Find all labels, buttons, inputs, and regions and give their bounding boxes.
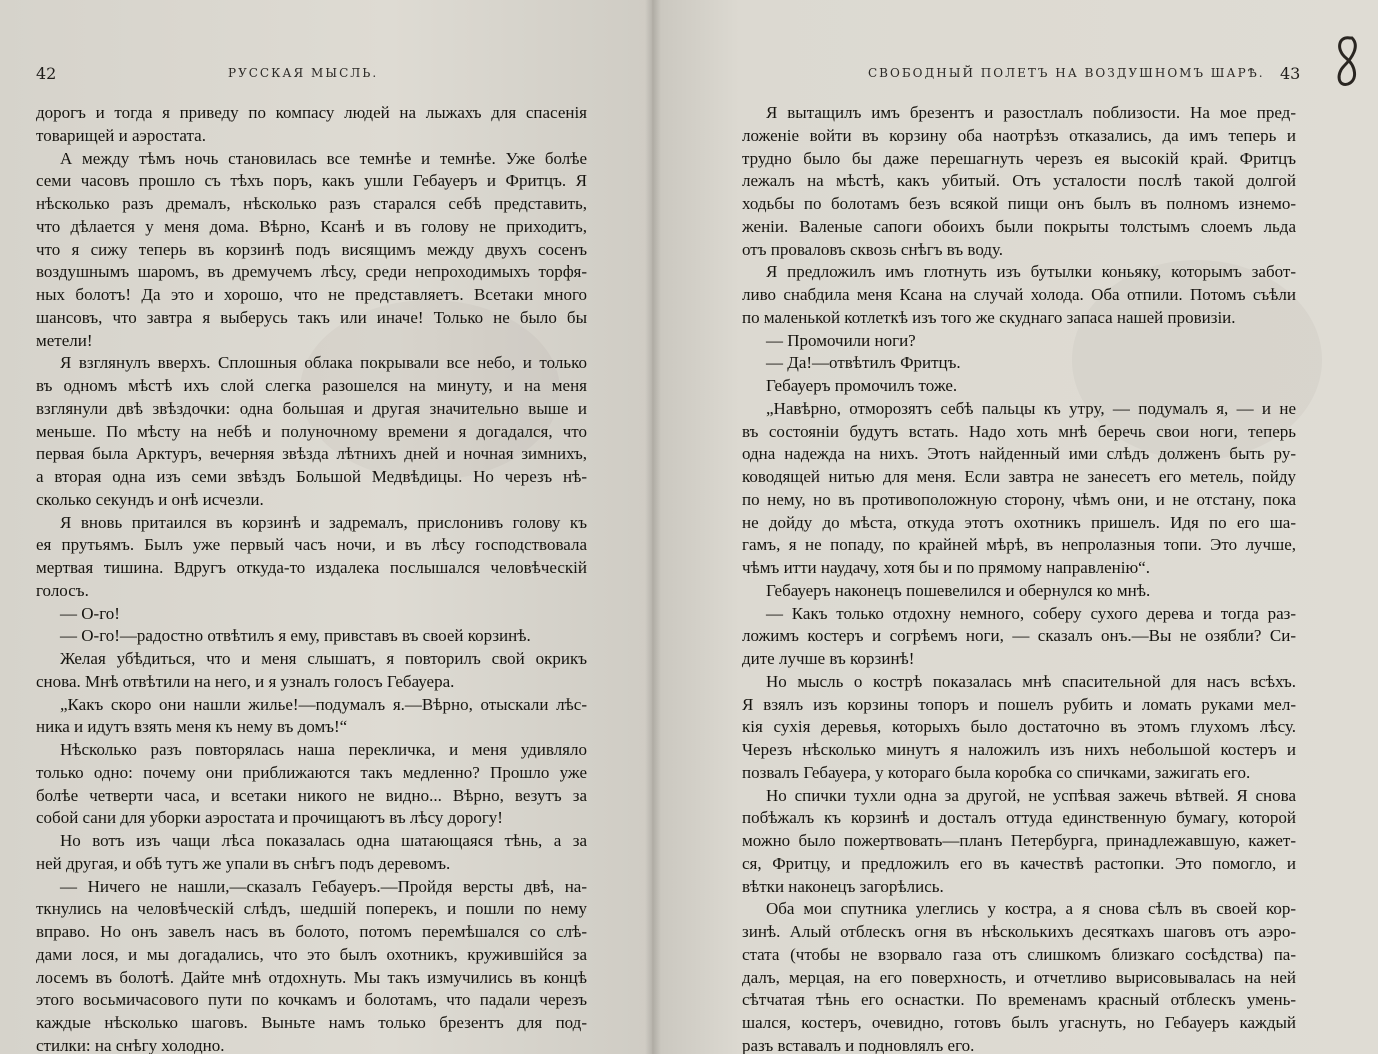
text-line: ложимъ костеръ и согрѣемъ ноги, — сказалъ онъ.—Вы не озябли? Си- [742,626,1296,646]
text-line: голосъ. [36,580,89,600]
text-line: побѣжалъ къ корзинѣ и досталъ оттуда единственную бумагу, которой [742,808,1296,828]
text-line: ея прутьямъ. Былъ уже первый часъ ночи, и въ лѣсу господствовала [36,535,587,555]
text-line: въ одномъ мѣстѣ ихъ слой слегка разошелся на минуту, и на меня [36,376,587,395]
text-line: — О-го! [60,603,120,623]
text-line: — Да!—отвѣтилъ Фритцъ. [766,353,961,373]
text-line: гамъ, я не попаду, по крайней мѣрѣ, въ непролазныя топи. Это лучше, [742,535,1296,555]
text-line: каждые нѣсколько шаговъ. Выньте намъ только брезентъ для под- [36,1013,587,1032]
text-line: первая была Арктуръ, вечерняя звѣзда лѣтнихъ дней и ночная зимнихъ, [36,444,587,464]
text-line: ливо снабдила меня Ксана на случай холода. Оба отпили. Потомъ съѣли [742,285,1296,304]
text-line: сколько секундъ и онѣ исчезли. [36,489,264,509]
page-number-right: 43 [1280,64,1301,83]
text-line: дорогъ и тогда я приведу по компасу людей на лыжахъ для спасенія [36,103,587,122]
text-line: мертвая тишина. Вдругъ откуда-то издалека послышался человѣческій [36,558,587,577]
text-column-left [36,102,587,1054]
text-line: ткнулись на человѣческій слѣдъ, шедшій поперекъ, и пошли по нему [36,899,587,919]
text-line: въ состояніи будутъ встать. Надо хоть мнѣ беречь свои ноги, теперь [742,421,1296,441]
text-line: стата (чтобы не взорвало газа отъ слишкомъ близкаго сосѣдства) па- [742,944,1296,964]
text-line: Я взглянулъ вверхъ. Сплошныя облака покрывали все небо, и только [60,353,587,373]
text-line: — Какъ только отдохну немного, соберу сухого дерева и тогда раз- [766,603,1296,623]
text-line: Я предложилъ имъ глотнуть изъ бутылки коньяку, которымъ забот- [766,262,1296,282]
text-line: только одно: почему они приближаются такъ медленно? Прошло уже [36,762,587,782]
text-line: Я вытащилъ имъ брезентъ и разостлалъ поблизости. На мое пред- [766,103,1296,122]
text-line: Черезъ нѣсколько минутъ я наложилъ изъ нихъ небольшой костеръ и [742,740,1296,759]
text-line: по маленькой котлеткѣ изъ того же скуднаго запаса нашей провизіи. [742,307,1236,327]
text-line: что я сижу теперь въ корзинѣ подъ висящимъ между двухъ соcенъ [36,239,587,259]
text-line: женіи. Валеные сапоги обоихъ были покрыты толстымъ слоемъ льда [742,216,1296,236]
text-line: Нѣсколько разъ повторялась наша перекличка, и меня удивляло [60,740,587,759]
text-line: дами лося, и мы догадались, что это былъ охотникъ, кружившійся за [36,944,587,964]
left-page [0,0,652,1054]
text-line: одна надежда на нихъ. Этотъ найденный ими слѣдъ долженъ быть ру- [742,444,1296,464]
text-line: метели! [36,330,93,350]
text-line: зинѣ. Алый отблескъ огня въ нѣсколькихъ десяткахъ шаговъ отъ аэро- [742,922,1296,941]
text-line: ных болотъ! Да это и хорошо, что не представляетъ. Всетаки много [36,285,587,304]
text-line: товарищей и аэростата. [36,125,206,145]
book-gutter [645,0,661,1054]
text-line: сѣтчатая тѣнь его оснастки. По временамъ красный отблескъ умень- [742,990,1296,1010]
text-line: кія сухія деревья, которыхъ было достаточно въ этомъ глухомъ лѣсу. [742,717,1296,737]
text-line: семи часовъ прошло съ тѣхъ поръ, какъ ушли Гебауеръ и Фритцъ. Я [36,171,587,191]
text-line: Оба мои спутника улеглись у костра, а я снова сѣлъ въ своей кор- [766,899,1296,919]
text-line: Гебауеръ наконецъ пошевелился и обернулся ко мнѣ. [766,580,1151,600]
text-line: ника и идутъ взять меня къ нему въ домъ!“ [36,717,348,737]
text-line: Желая убѣдиться, что и меня слышатъ, я повторилъ свой окрикъ [60,649,587,668]
text-line: — Промочили ноги? [766,330,916,350]
text-line: позвалъ Гебауера, у котораго была коробка со спичками, зажигать его. [742,762,1251,782]
text-line: шансовъ, что завтра я выберусь такъ или иначе! Только не было бы [36,307,587,327]
text-line: Но вотъ изъ чащи лѣса показалась одна шатающаяся тѣнь, а за [60,831,587,850]
text-line: собой сани для уборки аэростата и прочищаютъ въ лѣсу дорогу! [36,808,503,828]
text-line: ководящей нитью для меня. Если завтра не занесетъ его метель, пойду [742,467,1296,486]
text-line: лежалъ на мѣстѣ, какъ убитый. Отъ усталости послѣ такой долгой [742,171,1296,191]
text-line: Гебауеръ промочилъ тоже. [766,376,958,395]
text-line: Но спички тухли одна за другой, не успѣвая зажечь вѣтвей. Я снова [766,785,1296,805]
page-number-left: 42 [36,64,57,83]
text-line: болѣе четверти часа, и всетаки никого не видно... Вѣрно, везутъ за [36,785,587,805]
handwritten-mark [1330,32,1364,90]
text-line: вправо. Но онъ завелъ насъ въ болото, потомъ перемѣшался со слѣ- [36,922,587,941]
text-line: „Какъ скоро они нашли жилье!—подумалъ я.—Вѣрно, отыскали лѣс- [60,694,587,714]
text-line: лосемъ въ болотѣ. Дайте мнѣ отдохнуть. Мы такъ измучились въ концѣ [36,967,587,987]
text-line: воздушнымъ шаромъ, въ дремучемъ лѣсу, среди непроходимыхъ торфя- [36,262,587,282]
text-line: ся, Фритцу, и предложилъ его въ качествѣ растопки. Это помогло, и [742,853,1296,873]
text-line: ложеніе войти въ корзину оба наотрѣзъ отказались, да имъ теперь и [742,125,1296,145]
text-line: отъ проваловъ сквозь снѣгъ въ воду. [742,239,1004,259]
text-line: далъ, мерцая, на его поверхность, и отчетливо вырисовывалась на ней [742,967,1296,987]
text-line: чѣмъ итти наудачу, хотя бы и по прямому направленію“. [742,558,1150,577]
text-line: — О-го!—радостно отвѣтилъ я ему, привставъ въ своей корзинѣ. [60,626,531,646]
text-line: меньше. По мѣсту на небѣ и полуночному времени я догадался, что [36,421,587,441]
text-line: шался, костеръ, очевидно, готовъ былъ угаснуть, но Гебауеръ каждый [742,1013,1296,1032]
text-line: дите лучше въ корзинѣ! [742,649,915,668]
text-line: снова. Мнѣ отвѣтили на него, и я узналъ голосъ Гебауера. [36,671,455,691]
text-line: ходьбы по болотамъ безъ всякой пищи онъ былъ въ полномъ изнемо- [742,194,1296,213]
running-head-left: РУССКАЯ МЫСЛЬ. [228,66,379,80]
text-line: нѣсколько разъ дремалъ, нѣсколько разъ старался себѣ представить, [36,194,587,213]
text-line: Но мысль о кострѣ показалась мнѣ спасительной для насъ всѣхъ. [766,671,1296,691]
text-line: А между тѣмъ ночь становилась все темнѣе и темнѣе. Уже болѣе [60,148,587,168]
text-line: можно было пожертвовать—планъ Петербурга, принадлежавшую, кажет- [742,831,1296,850]
text-line: трудно было бы даже перешагнуть черезъ ея высокій край. Фритцъ [742,148,1296,168]
text-line: Я взялъ изъ корзины топоръ и пошелъ рубить и ломать руками мел- [742,694,1296,714]
text-column-right [742,102,1296,1054]
text-line: „Навѣрно, отморозятъ себѣ пальцы къ утру, — подумалъ я, — и не [766,398,1296,418]
running-head-right: СВОБОДНЫЙ ПОЛЕТЪ НА ВОЗДУШНОМЪ ШАРѢ. [868,66,1265,80]
text-line: Я вновь притаился въ корзинѣ и задремалъ, прислонивъ голову къ [60,512,587,532]
text-line: ней другая, и обѣ тутъ же упали въ снѣгъ подъ деревомъ. [36,853,451,873]
text-line: разъ вставалъ и подновлялъ его. [742,1035,975,1054]
text-line: — Ничего не нашли,—сказалъ Гебауеръ.—Пройдя версты двѣ, на- [60,876,587,896]
text-line: стилки: на снѣгу холодно. [36,1035,225,1054]
text-line: не дойду до мѣста, откуда этотъ охотникъ пришелъ. Идя по его ша- [742,512,1296,532]
text-line: взглянули двѣ звѣздочки: одна большая и другая значительно выше и [36,398,587,418]
text-line: по нему, но въ противоположную сторону, чѣмъ они, и не отстану, пока [742,489,1296,509]
text-line: вѣтки наконецъ загорѣлись. [742,876,944,896]
text-line: что дѣлается у меня дома. Вѣрно, Ксанѣ и въ голову не приходитъ, [36,216,587,236]
text-line: этого восьмичасового пути по кочкамъ и болотамъ, что падали черезъ [36,990,587,1010]
text-line: а вторая одна изъ семи звѣздъ Большой Медвѣдицы. Но черезъ нѣ- [36,467,587,486]
